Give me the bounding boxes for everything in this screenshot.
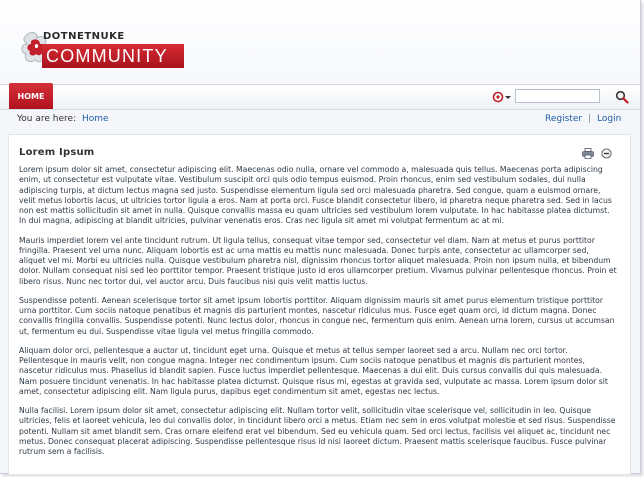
content-module — [8, 134, 631, 475]
main-nav — [0, 84, 640, 110]
paragraph: Nulla facilisi. Lorem ipsum dolor sit amet, consectetur adipiscing elit. Nullam tortor velit, sollicitudin vitae scelerisque vel, sollicitudin in leo. Quisque ultricies, felis et laoreet vehicula, leo dui convallis dolor, in tincidunt libero orci a metus. Etiam nec sem in eros volutpat molestie et sed risus. Suspendisse potenti. Nullam sit amet blandit sem. Cras ornare eleifend erat vel bibendum. Sed eu vehicula quam. Sed orci lectus, facilisis vel aliquet ac, tincidunt nec metus. Donec consequat placerat adipiscing. Suspendisse pellentesque risus id nisi laoreet dictum. Praesent mattis scelerisque faucibus. Fusce pulvinar rutrum sem a facilisis. — [19, 406, 616, 457]
breadcrumb — [0, 109, 640, 131]
magnifier-icon[interactable] — [615, 90, 629, 104]
module-body — [19, 165, 617, 466]
register-link[interactable]: Register — [545, 114, 583, 124]
login-link[interactable]: Login — [597, 114, 622, 124]
paragraph: Suspendisse potenti. Aenean scelerisque tortor sit amet ipsum lobortis porttitor. Aliquam dignissim mauris sit amet purus elementum tristique porttitor urna porttitor. Cum sociis natoque penatibus et magnis dis parturient montes, nascetur ridiculus mus. Fusce eget quam orci, id dictum magna. Donec convallis fringilla convallis. Suspendisse potenti. Nunc lectus dolor, rhoncus in congue nec, fermentum quis enim. Aenean urna lorem, cursus ut accumsan ut, fermentum eu dui. Suspendisse vitae ligula vel metus fringilla commodo. — [19, 295, 615, 336]
nav-home-tab[interactable]: HOME — [9, 83, 53, 109]
breadcrumb-home-link[interactable]: Home — [82, 114, 109, 124]
site-header — [0, 0, 640, 84]
logo-text-top: DOTNETNUKE — [43, 31, 125, 42]
logo-text-bottom: COMMUNITY — [42, 44, 184, 68]
paragraph: Lorem ipsum dolor sit amet, consectetur adipiscing elit. Maecenas odio nulla, ornare vel commodo a, malesuada quis tellus. Maecenas porta adipiscing enim, ut consectetur est vulputate vitae. Vestibulum suscipit orci quis odio tempus euismod. Proin rhoncus, enim sed vestibulum sodales, dui nulla adipiscing turpis, at dictum lectus magna sed justo. Suspendisse elementum ligula sed orci malesuada pharetra. Sed congue, quam a euismod ornare, velit metus lobortis lacus, ut ultricies tortor ligula a eros. Nam at porta orci. Fusce blandit consectetur libero, id pharetra neque pharetra sed. Sed in lacus non est mattis sollicitudin sit amet in nulla. Quisque convallis massa eu quam ultricies sed vestibulum lorem vulputate. In hac habitasse platea dictumst. In dui magna, adipiscing at blandit ultricies, pulvinar venenatis eros. Cras nec ligula sit amet mi volutpat fermentum ac at mi. — [19, 165, 612, 226]
paragraph: Aliquam dolor orci, pellentesque a auctor ut, tincidunt eget urna. Quisque et metus at tellus semper laoreet sed a arcu. Nullam nec orci tortor. Pellentesque in mauris velit, non congue magna. Integer nec condimentum ipsum. Cum sociis natoque penatibus et magnis dis parturient montes, nascetur ridiculus mus. Phasellus id blandit sapien. Fusce luctus imperdiet pellentesque. Maecenas a dui elit. Duis cursus convallis dui quis malesuada. Nam posuere tincidunt venenatis. In hac habitasse platea dictumst. Quisque risus mi, egestas at gravida sed, vulputate ac massa. Lorem ipsum dolor sit amet, consectetur adipiscing elit. Nam ligula purus, dapibus eget condimentum sit amet, egestas nec lectus. — [19, 345, 608, 397]
module-title: Lorem Ipsum — [19, 147, 95, 158]
breadcrumb-prefix: You are here: — [17, 114, 77, 124]
auth-separator: | — [588, 114, 592, 124]
paragraph: Mauris imperdiet lorem vel ante tincidunt rutrum. Ut ligula tellus, consequat vitae tempor sed, consectetur vel diam. Nam at metus et purus porttitor fringilla. Praesent vel urna nunc. Aliquam lobortis est ac urna mattis eu mattis nunc malesuada. Donec turpis ante, consectetur ac ullamcorper sed, aliquet vel mi. Morbi eu ultricies nulla. Quisque vestibulum pharetra nisl, dignissim rhoncus tortor aliquet malesuada. Proin non ipsum nulla, et bibendum dolor. Nullam consequat nisi sed leo porttitor tempor. Praesent tristique justo id eros ullamcorper pretium. Vivamus pulvinar pellentesque rhoncus. Proin et libero risus. Nunc nec tortor dui, vel auctor arcu. Duis faucibus nisi quis velit mattis luctus. — [19, 235, 617, 286]
search-input[interactable] — [515, 89, 600, 103]
print-icon[interactable] — [582, 148, 594, 159]
minimize-icon[interactable] — [601, 148, 612, 159]
search-engine-icon[interactable] — [491, 90, 515, 104]
